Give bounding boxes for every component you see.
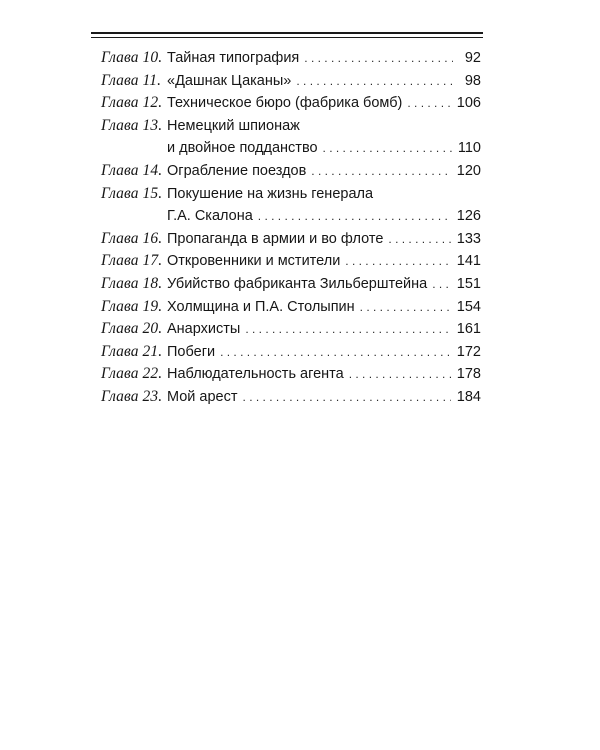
chapter-title: Ограбление поездов [167, 162, 307, 179]
dot-leader [388, 228, 450, 251]
chapter-label: Глава 17. [101, 252, 163, 270]
chapter-title: Убийство фабриканта Зильберштейна [167, 275, 428, 292]
toc-entry [101, 183, 481, 228]
chapter-title: Анархисты [167, 321, 241, 338]
chapter-label: Глава 18. [101, 274, 163, 292]
toc-line [101, 137, 481, 160]
toc-line [101, 115, 481, 138]
toc-line [101, 386, 481, 409]
toc-entry [101, 70, 481, 93]
chapter-label: Глава 16. [101, 229, 163, 247]
page-number: 133 [456, 230, 481, 247]
dot-leader [304, 47, 453, 70]
page-number: 110 [457, 140, 481, 157]
toc-entry [101, 115, 481, 160]
page-number: 106 [456, 95, 481, 112]
dot-leader [345, 250, 451, 273]
chapter-title: Покушение на жизнь генерала [167, 185, 374, 202]
toc-entry [101, 341, 481, 364]
toc-entry [101, 92, 481, 115]
dot-leader [407, 92, 450, 115]
dot-leader [432, 273, 451, 296]
table-of-contents [101, 47, 481, 409]
toc-entry [101, 228, 481, 251]
chapter-title: и двойное подданство [167, 140, 318, 157]
toc-line [101, 160, 481, 183]
page-number: 161 [456, 321, 481, 338]
header-rule-thick [91, 32, 483, 34]
toc-line [101, 318, 481, 341]
dot-leader [296, 70, 453, 93]
header-rule-thin [91, 37, 483, 38]
toc-line [101, 228, 481, 251]
dot-leader [360, 296, 451, 319]
chapter-title: Холмщина и П.А. Столыпин [167, 298, 355, 315]
page-number: 141 [456, 253, 481, 270]
toc-entry [101, 160, 481, 183]
page-number: 178 [456, 366, 481, 383]
toc-line [101, 296, 481, 319]
toc-entry [101, 47, 481, 70]
toc-entry [101, 318, 481, 341]
chapter-title: Мой арест [167, 388, 238, 405]
dot-leader [245, 318, 450, 341]
page-number: 151 [456, 275, 481, 292]
page-number: 154 [456, 298, 481, 315]
dot-leader [349, 363, 451, 386]
chapter-title: Наблюдательность агента [167, 366, 344, 383]
page-number: 184 [456, 388, 481, 405]
chapter-label: Глава 22. [101, 365, 163, 383]
page-number: 172 [456, 343, 481, 360]
chapter-title: Откровенники и мстители [167, 253, 341, 270]
toc-line [101, 183, 481, 206]
chapter-title: Побеги [167, 343, 216, 360]
toc-line [101, 250, 481, 273]
toc-line [101, 341, 481, 364]
chapter-title: Немецкий шпионаж [167, 117, 300, 134]
toc-entry [101, 386, 481, 409]
toc-entry [101, 250, 481, 273]
page-number: 98 [464, 72, 481, 89]
chapter-label: Глава 21. [101, 342, 163, 360]
page-number: 120 [456, 162, 481, 179]
chapter-label: Глава 20. [101, 320, 163, 338]
toc-entry [101, 296, 481, 319]
chapter-title: Г.А. Скалона [167, 208, 253, 225]
chapter-label: Глава 10. [101, 49, 163, 66]
dot-leader [243, 386, 451, 409]
chapter-label: Глава 12. [101, 94, 163, 112]
toc-line [101, 92, 481, 115]
chapter-label: Глава 14. [101, 161, 163, 179]
dot-leader [311, 160, 451, 183]
toc-entry [101, 363, 481, 386]
dot-leader [258, 205, 451, 228]
chapter-title: Пропаганда в армии и во флоте [167, 230, 384, 247]
toc-line [101, 273, 481, 296]
chapter-title: Техническое бюро (фабрика бомб) [167, 95, 403, 112]
toc-line [101, 70, 481, 93]
chapter-label: Глава 19. [101, 297, 163, 315]
chapter-label: Глава 15. [101, 184, 163, 202]
chapter-label: Глава 11. [101, 71, 162, 89]
dot-leader [323, 137, 452, 160]
page-number: 126 [456, 208, 481, 225]
toc-line [101, 205, 481, 228]
toc-line [101, 363, 481, 386]
page-number: 92 [464, 50, 481, 66]
toc-line [101, 47, 481, 70]
toc-entry [101, 273, 481, 296]
chapter-label: Глава 13. [101, 116, 163, 134]
chapter-label: Глава 23. [101, 387, 163, 405]
dot-leader [220, 341, 451, 364]
chapter-title: «Дашнак Цаканы» [167, 72, 292, 89]
chapter-title: Тайная типография [167, 50, 300, 66]
